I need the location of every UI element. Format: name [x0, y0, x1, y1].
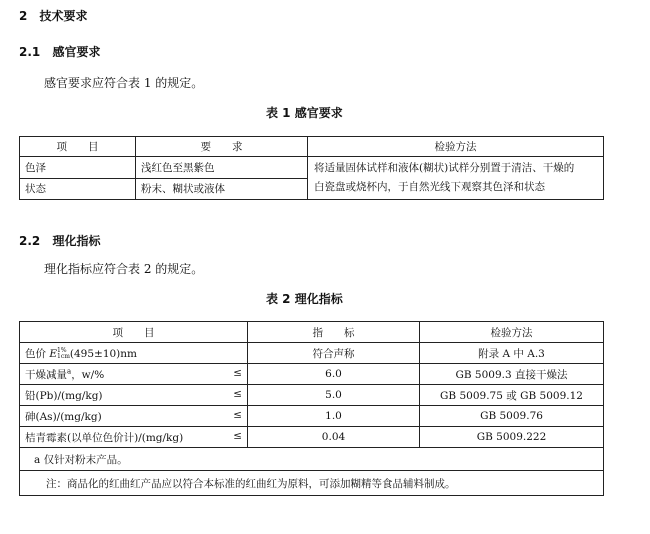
cell-method: GB 5009.75 或 GB 5009.12 [420, 385, 604, 406]
table-1-caption: 表 1 感官要求 [266, 106, 343, 120]
cell-item: 砷(As)/(mg/kg) ≤ [20, 406, 248, 427]
cell-item: 桔青霉素(以单位色价计)/(mg/kg) ≤ [20, 427, 248, 448]
table-header-row [20, 322, 604, 343]
header-index: 指 标 [248, 322, 420, 343]
table-row [20, 385, 604, 406]
section-2-1-heading [19, 43, 100, 60]
section-title: 理化指标 [52, 234, 101, 248]
header-requirement: 要 求 [136, 137, 308, 157]
footnote-a: a 仅针对粉末产品。 [20, 448, 604, 471]
less-equal-symbol: ≤ [233, 387, 242, 400]
less-equal-symbol: ≤ [233, 408, 242, 421]
cell-item: 色泽 [20, 157, 136, 179]
section-number: 2 [19, 9, 28, 23]
cell-value: 6.0 [248, 364, 420, 385]
table-1 [19, 136, 604, 200]
cell-requirement: 粉末、糊状或液体 [136, 178, 308, 200]
table-note: 注：商品化的红曲红产品应以符合本标准的红曲红为原料，可添加糊精等食品辅料制成。 [20, 471, 604, 496]
section-number: 2.2 [19, 234, 41, 248]
less-equal-symbol: ≤ [233, 366, 242, 379]
cell-value: 5.0 [248, 385, 420, 406]
cell-item: 状态 [20, 178, 136, 200]
header-item: 项 目 [20, 137, 136, 157]
cell-requirement: 浅红色至黑紫色 [136, 157, 308, 179]
cell-method [308, 157, 604, 200]
section-2-1-text: 感官要求应符合表 1 的规定。 [44, 76, 204, 90]
table-header-row [20, 137, 604, 157]
table-row [20, 157, 604, 179]
cell-method: GB 5009.76 [420, 406, 604, 427]
cell-value: 1.0 [248, 406, 420, 427]
table-row [20, 427, 604, 448]
header-method: 检验方法 [420, 322, 604, 343]
header-item: 项 目 [20, 322, 248, 343]
table-2 [19, 321, 604, 496]
table-row [20, 364, 604, 385]
section-title: 感官要求 [52, 45, 101, 59]
note-row [20, 471, 604, 496]
cell-value: 符合声称 [248, 343, 420, 364]
section-2-2-text: 理化指标应符合表 2 的规定。 [44, 262, 204, 276]
section-2-heading [19, 7, 88, 24]
header-method: 检验方法 [308, 137, 604, 157]
table-row [20, 406, 604, 427]
cell-method: 附录 A 中 A.3 [420, 343, 604, 364]
cell-value: 0.04 [248, 427, 420, 448]
table-row [20, 343, 604, 364]
method-line-2: 白瓷盘或烧杯内，于自然光线下观察其色泽和状态 [314, 181, 545, 193]
method-line-1: 将适量固体试样和液体(糊状)试样分别置于清洁、干燥的 [314, 162, 575, 174]
section-number: 2.1 [19, 45, 41, 59]
cell-method: GB 5009.3 直接干燥法 [420, 364, 604, 385]
cell-item: 干燥减量$^a$，w/% ≤ [20, 364, 248, 385]
less-equal-symbol: ≤ [233, 429, 242, 442]
cell-method: GB 5009.222 [420, 427, 604, 448]
footnote-row [20, 448, 604, 471]
table-2-caption: 表 2 理化指标 [266, 292, 343, 306]
cell-item: 色价 E1% 1cm(495±10)nm [20, 343, 248, 364]
section-2-2-heading [19, 232, 100, 249]
section-title: 技术要求 [39, 9, 88, 23]
cell-item: 铅(Pb)/(mg/kg) ≤ [20, 385, 248, 406]
